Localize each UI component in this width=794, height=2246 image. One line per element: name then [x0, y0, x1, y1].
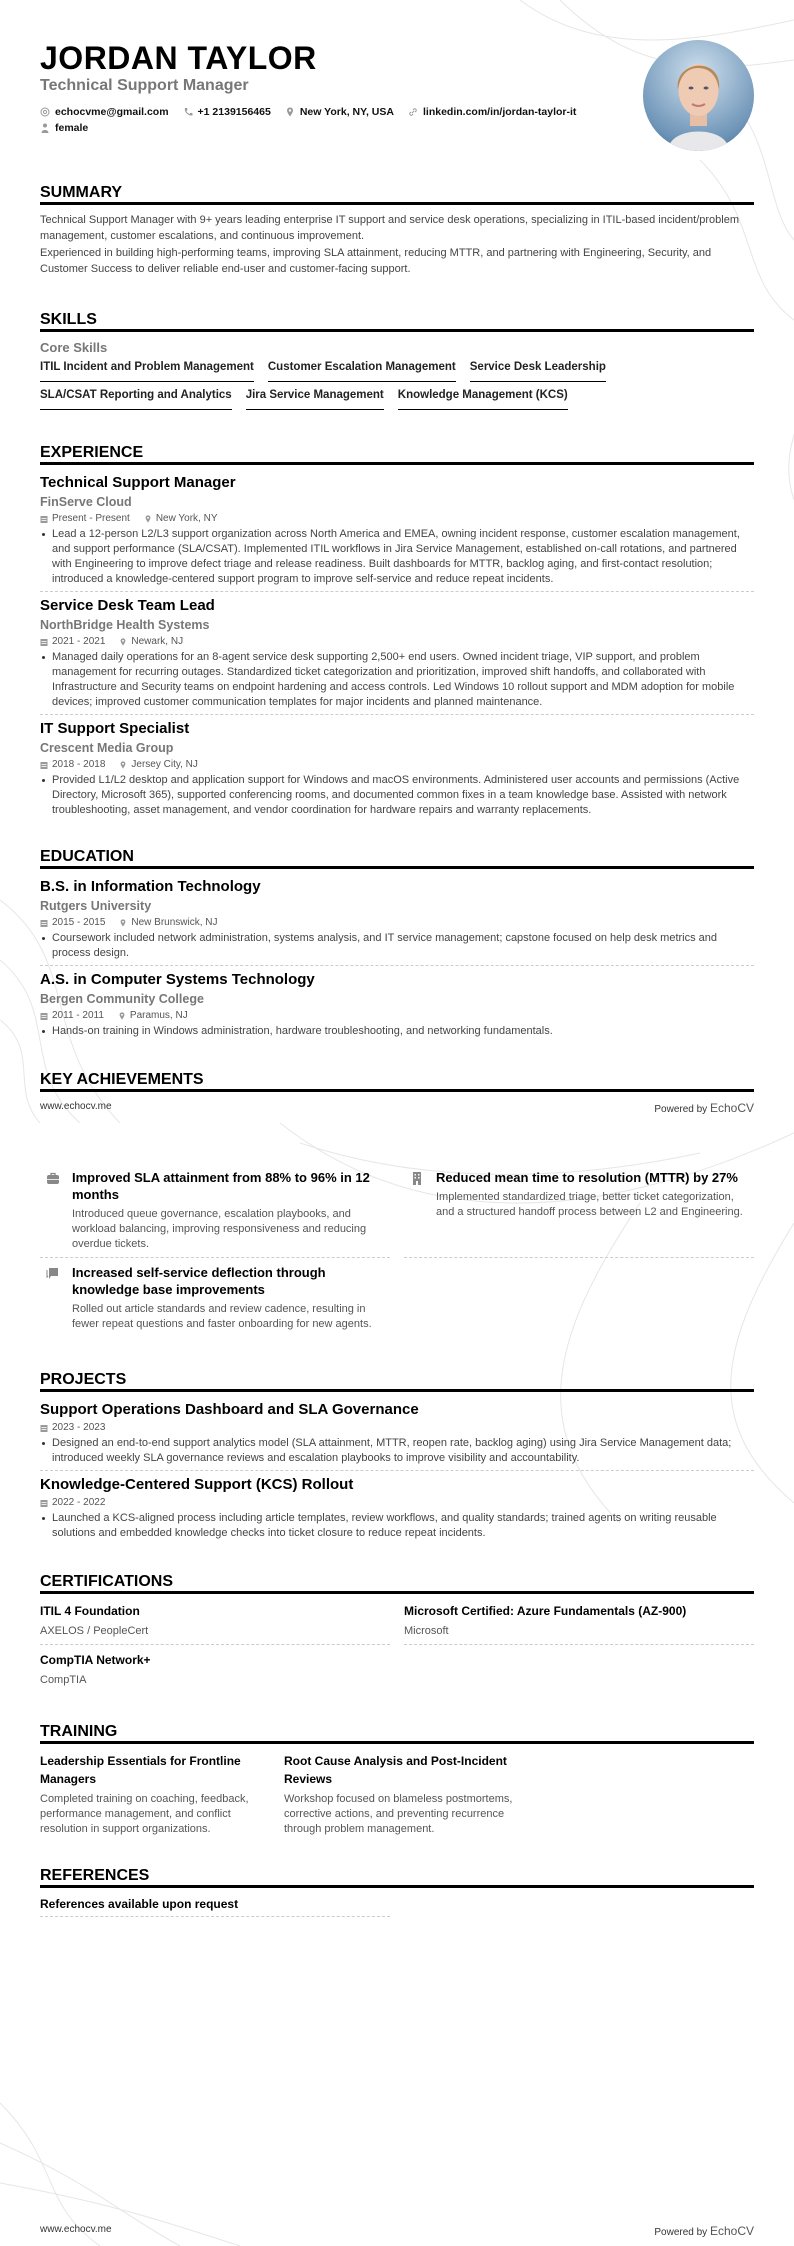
section-heading: CERTIFICATIONS	[40, 1573, 754, 1594]
company-name: Crescent Media Group	[40, 741, 174, 755]
skill-item: Jira Service Management	[246, 388, 384, 410]
date-range: 2015 - 2015	[52, 917, 106, 928]
skill-item: Service Desk Leadership	[470, 360, 606, 382]
email-text: echocvme@gmail.com	[55, 106, 169, 118]
gender-text: female	[55, 122, 89, 134]
page-footer	[40, 1101, 754, 1115]
achievement-item	[40, 1169, 390, 1258]
experience-item	[40, 596, 754, 715]
skill-item: SLA/CSAT Reporting and Analytics	[40, 388, 232, 410]
school-location: New Brunswick, NJ	[131, 917, 218, 928]
skill-item: ITIL Incident and Problem Management	[40, 360, 254, 382]
candidate-name: JORDAN TAYLOR	[40, 40, 317, 76]
chat-icon	[46, 1266, 60, 1280]
section-heading: KEY ACHIEVEMENTS	[40, 1071, 754, 1092]
date-range: 2021 - 2021	[52, 636, 106, 647]
calendar-icon	[40, 1012, 48, 1020]
skill-item: Customer Escalation Management	[268, 360, 456, 382]
date-range: 2018 - 2018	[52, 759, 106, 770]
summary-paragraph: Experienced in building high-performing teams, improving SLA attainment, reducing MTTR, and partnering with Engineering, Security, and Customer Success to deliver reliable end-user and customer-facing support.	[40, 247, 712, 275]
person-icon	[40, 123, 50, 133]
education-item	[40, 970, 754, 1043]
map-pin-icon	[144, 515, 152, 523]
certification-item	[40, 1651, 390, 1693]
calendar-icon	[40, 761, 48, 769]
certifications-section	[40, 1573, 754, 1699]
job-title: Service Desk Team Lead	[40, 597, 215, 614]
section-heading: EXPERIENCE	[40, 444, 754, 465]
contact-location	[285, 104, 394, 120]
linkedin-text: linkedin.com/in/jordan-taylor-it	[422, 106, 577, 118]
achievement-item	[404, 1169, 754, 1258]
section-heading: TRAINING	[40, 1723, 754, 1744]
powered-by-label: Powered by	[654, 2227, 708, 2238]
certification-issuer: Microsoft	[404, 1625, 449, 1637]
experience-section	[40, 444, 754, 822]
education-section	[40, 848, 754, 1043]
calendar-icon	[40, 638, 48, 646]
phone-text: +1 2139156465	[197, 106, 271, 118]
location-text: New York, NY, USA	[299, 106, 394, 118]
achievement-item	[40, 1264, 390, 1337]
footer-site-link[interactable]: www.echocv.me	[40, 1101, 112, 1112]
date-range: Present - Present	[52, 513, 130, 524]
map-pin-icon	[119, 638, 127, 646]
calendar-icon	[40, 515, 48, 523]
school-name: Bergen Community College	[40, 992, 204, 1006]
achievement-title: Reduced mean time to resolution (MTTR) by 27%	[436, 1170, 738, 1185]
bullet-point: Launched a KCS-aligned process including article templates, review workflows, and quality standards; trained agents on writing reusable solutions and embedded knowledge checks into ticket closure to reduce repeat incidents.	[40, 1511, 754, 1541]
footer-powered-by	[654, 2224, 754, 2238]
company-name: NorthBridge Health Systems	[40, 618, 210, 632]
project-title: Support Operations Dashboard and SLA Governance	[40, 1401, 419, 1418]
certification-name: CompTIA Network+	[40, 1653, 151, 1667]
footer-powered-by	[654, 1101, 754, 1115]
training-description: Completed training on coaching, feedback, performance management, and conflict resolution in support organizations.	[40, 1793, 249, 1835]
footer-site-link[interactable]: www.echocv.me	[40, 2224, 112, 2235]
section-heading: PROJECTS	[40, 1371, 754, 1392]
bullet-point: Coursework included network administration, systems analysis, and IT service management; capstone focused on help desk metrics and process design.	[40, 931, 754, 961]
bullet-point: Lead a 12-person L2/L3 support organization across North America and EMEA, owning incident response, customer escalation management, and support performance (SLA/CSAT). Implemented ITIL workflows in Jira Service Management, established on-call rotations, and partnered with Engineering to improve defect triage and release readiness. Built dashboards for MTTR, backlog aging, and first-contact resolution; introduced a knowledge-centered support program to improve self-service and reduce repeat incidents.	[40, 527, 754, 587]
bullet-point: Provided L1/L2 desktop and application support for Windows and macOS environments. Administered user accounts and permissions (Active Directory, Microsoft 365), supported conferencing rooms, and documented common fixes in a team knowledge base. Assisted with network troubleshooting, asset management, and vendor coordination for hardware repairs and warranty replacements.	[40, 773, 754, 818]
calendar-icon	[40, 1499, 48, 1507]
training-title: Root Cause Analysis and Post-Incident Reviews	[284, 1754, 507, 1786]
calendar-icon	[40, 1424, 48, 1432]
skill-group-title: Core Skills	[40, 340, 108, 355]
section-heading: SKILLS	[40, 311, 754, 332]
job-title: IT Support Specialist	[40, 720, 190, 737]
achievement-description: Introduced queue governance, escalation playbooks, and workload balancing, improving responsiveness and reducing overdue tickets.	[72, 1208, 367, 1250]
section-heading: SUMMARY	[40, 184, 754, 205]
summary-section	[40, 184, 754, 277]
achievement-title: Increased self-service deflection through knowledge base improvements	[72, 1265, 326, 1297]
certification-issuer: AXELOS / PeopleCert	[40, 1625, 149, 1637]
job-location: Jersey City, NJ	[131, 759, 198, 770]
experience-item	[40, 473, 754, 592]
certification-item	[404, 1602, 754, 1645]
building-icon	[410, 1171, 424, 1185]
training-title: Leadership Essentials for Frontline Managers	[40, 1754, 241, 1786]
bullet-point: Managed daily operations for an 8-agent service desk supporting 2,500+ end users. Owned incident triage, VIP support, and problem management for recurring outages. Standardized ticket categorization and prioritization, improved shift handoffs, and collaborated with Infrastructure and Security teams on endpoint hardening and access controls. Led Windows 10 rollout support and MDM adoption for mobile devices; improved customer communication templates for major incidents and planned maintenance.	[40, 650, 754, 710]
summary-paragraph: Technical Support Manager with 9+ years leading enterprise IT support and service desk operations, specializing in ITIL-based incident/problem management, customer escalations, and continuous improvement.	[40, 214, 739, 242]
skill-item: Knowledge Management (KCS)	[398, 388, 568, 410]
page-footer	[40, 2224, 754, 2238]
contact-gender	[40, 120, 88, 136]
experience-item	[40, 719, 754, 822]
school-name: Rutgers University	[40, 899, 152, 913]
resume-page-2	[0, 1123, 794, 2246]
training-item	[284, 1752, 514, 1837]
achievements-list	[40, 1169, 754, 1343]
link-icon	[408, 107, 418, 117]
references-text: References available upon request	[40, 1896, 390, 1917]
achievement-description: Rolled out article standards and review cadence, resulting in fewer repeat questions and faster onboarding for new agents.	[72, 1303, 372, 1330]
project-item	[40, 1400, 754, 1471]
achievement-description: Implemented standardized triage, better ticket categorization, and a structured handoff process between L2 and Engineering.	[436, 1191, 743, 1218]
degree: A.S. in Computer Systems Technology	[40, 971, 315, 988]
project-title: Knowledge-Centered Support (KCS) Rollout	[40, 1476, 354, 1493]
project-item	[40, 1475, 754, 1545]
email-icon	[40, 107, 50, 117]
skill-list	[40, 360, 754, 410]
calendar-icon	[40, 919, 48, 927]
training-description: Workshop focused on blameless postmortems, corrective actions, and preventing recurrence through problem management.	[284, 1793, 513, 1835]
certification-issuer: CompTIA	[40, 1674, 87, 1686]
contact-phone[interactable]	[183, 104, 271, 120]
bullet-point: Hands-on training in Windows administration, hardware troubleshooting, and networking fundamentals.	[40, 1024, 754, 1039]
skills-section	[40, 311, 754, 410]
job-location: Newark, NJ	[131, 636, 184, 647]
contact-email[interactable]	[40, 104, 169, 120]
map-pin-icon	[119, 919, 127, 927]
job-title: Technical Support Manager	[40, 474, 236, 491]
profile-photo	[643, 40, 754, 151]
company-name: FinServe Cloud	[40, 495, 132, 509]
achievement-title: Improved SLA attainment from 88% to 96% in 12 months	[72, 1170, 370, 1202]
phone-icon	[183, 107, 193, 117]
map-pin-icon	[119, 761, 127, 769]
map-pin-icon	[285, 107, 295, 117]
projects-section	[40, 1371, 754, 1545]
school-location: Paramus, NJ	[129, 1010, 188, 1021]
certification-name: Microsoft Certified: Azure Fundamentals (AZ-900)	[404, 1604, 687, 1618]
map-pin-icon	[118, 1012, 126, 1020]
achievements-section-heading	[40, 1071, 754, 1092]
job-location: New York, NY	[155, 513, 218, 524]
briefcase-icon	[46, 1171, 60, 1185]
section-heading: REFERENCES	[40, 1867, 754, 1888]
certification-item	[40, 1602, 390, 1645]
date-range: 2023 - 2023	[52, 1422, 106, 1433]
brand-name: EchoCV	[709, 1101, 754, 1115]
references-section	[40, 1867, 754, 1917]
training-item	[40, 1752, 270, 1837]
candidate-title: Technical Support Manager	[40, 77, 249, 94]
bullet-point: Designed an end-to-end support analytics model (SLA attainment, MTTR, reopen rate, backlog aging) using Jira Service Management data; introduced weekly SLA governance reviews and escalation playbooks to improve visibility and accountability.	[40, 1436, 754, 1466]
powered-by-label: Powered by	[654, 1104, 708, 1115]
training-section	[40, 1723, 754, 1837]
date-range: 2011 - 2011	[52, 1010, 104, 1021]
education-item	[40, 877, 754, 966]
brand-name: EchoCV	[709, 2224, 754, 2238]
certification-name: ITIL 4 Foundation	[40, 1604, 140, 1618]
section-heading: EDUCATION	[40, 848, 754, 869]
contact-linkedin[interactable]	[408, 104, 576, 120]
date-range: 2022 - 2022	[52, 1497, 106, 1508]
degree: B.S. in Information Technology	[40, 878, 261, 895]
